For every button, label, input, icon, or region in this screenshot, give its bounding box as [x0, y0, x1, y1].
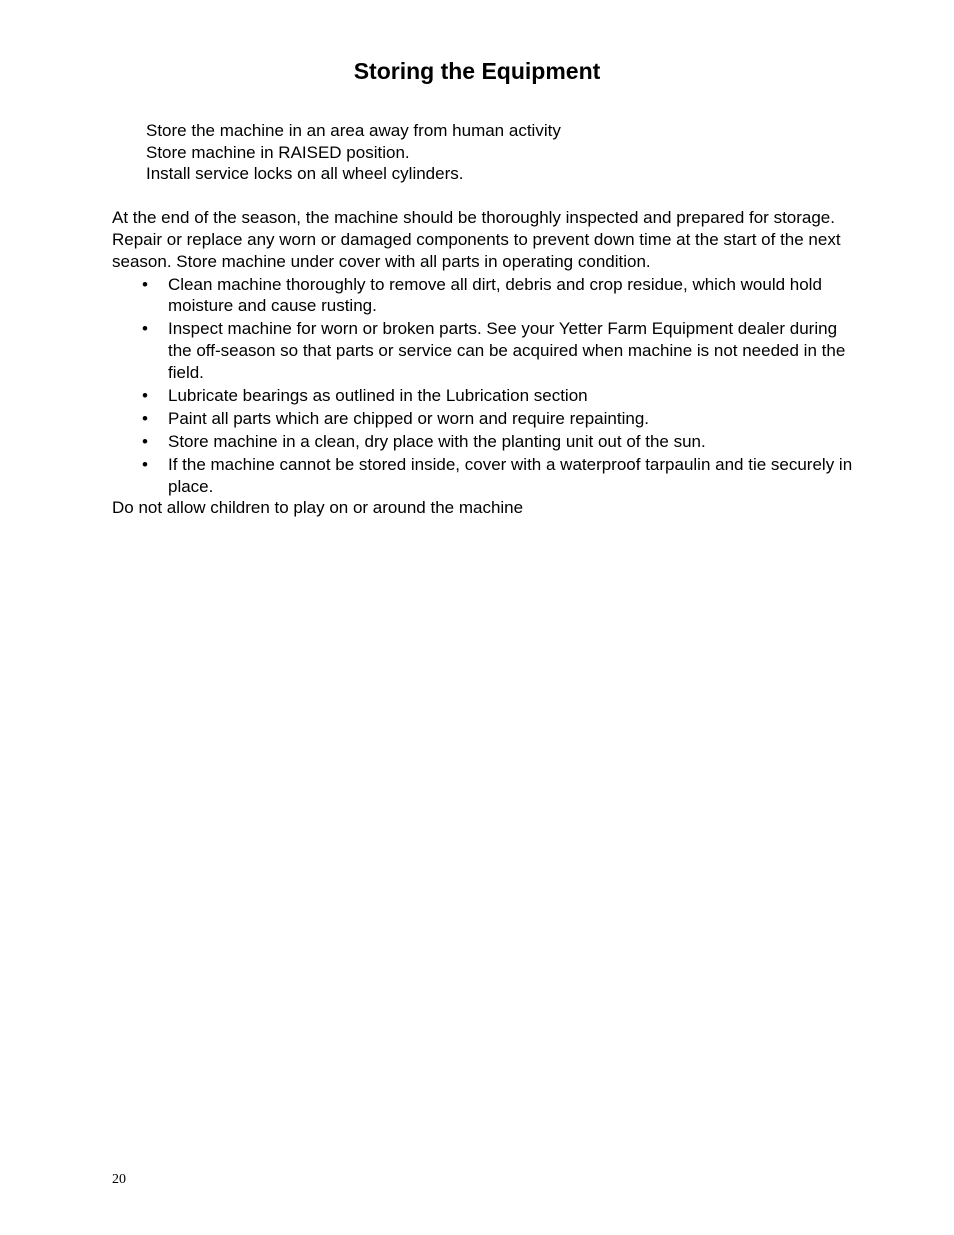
child-safety-warning: Do not allow children to play on or around the machine [112, 498, 524, 518]
list-item-text: Paint all parts which are chipped or worn and require repainting. [168, 408, 649, 428]
list-item [112, 318, 862, 383]
list-item [112, 431, 862, 453]
page-title: Storing the Equipment [353, 58, 601, 84]
bullet-icon: • [142, 408, 148, 428]
list-item-text: If the machine cannot be stored inside, cover with a waterproof tarpaulin and tie securely in place. [168, 454, 853, 496]
list-item-text: Clean machine thoroughly to remove all dirt, debris and crop residue, which would hold moisture and cause rusting. [168, 274, 822, 316]
list-item [112, 454, 862, 498]
list-item-text: Store machine in a clean, dry place with the planting unit out of the sun. [168, 431, 706, 451]
storage-checklist [112, 274, 862, 498]
bullet-icon: • [142, 319, 148, 339]
instruction-line: Store machine in RAISED position. [146, 142, 410, 162]
bullet-icon: • [142, 431, 148, 451]
list-item [112, 274, 862, 318]
bullet-icon: • [142, 274, 148, 294]
storage-body [112, 207, 862, 519]
list-item-text: Lubricate bearings as outlined in the Lubrication section [168, 385, 588, 405]
bullet-icon: • [142, 454, 148, 474]
instruction-line: Install service locks on all wheel cylinders. [146, 164, 464, 184]
bullet-icon: • [142, 385, 148, 405]
list-item-text: Inspect machine for worn or broken parts. See your Yetter Farm Equipment dealer during the off-season so that parts or service can be acquired when machine is not needed in the field. [168, 319, 846, 382]
instruction-line: Store the machine in an area away from human activity [146, 121, 561, 140]
list-item [112, 408, 862, 430]
season-end-paragraph: At the end of the season, the machine should be thoroughly inspected and prepared for storage. Repair or replace any worn or damaged components to prevent down time at the start of the next season. Store machine under cover with all parts in operating condition. [112, 208, 841, 271]
page-number: 20 [112, 1172, 126, 1187]
list-item [112, 385, 862, 407]
storage-instructions [146, 120, 846, 185]
